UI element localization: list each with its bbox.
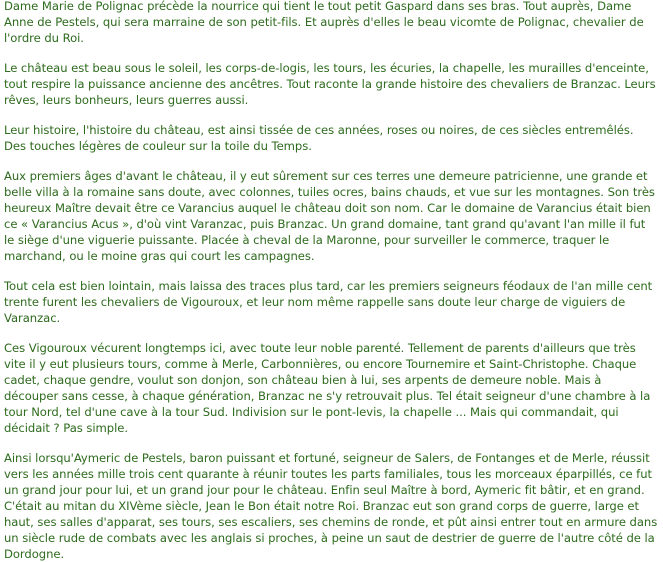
paragraph-origins: Aux premiers âges d'avant le château, il y eut sûrement sur ces terres une demeure patricienne, une grande et belle villa à la romaine sans doute, avec colonnes, tuiles ocres, bains chauds, et vue sur les montagnes. Son très heureux Maître devait être ce Varancius auquel le château doit son nom. Car le domaine de Varancius était bien ce « Varancius Acus », d'où vint Varanzac, puis Branzac. Un grand domaine, tant grand qu'avant l'an mille il fut le siège d'une viguerie puissante. Placée à cheval de la Maronne, pour surveiller le commerce, traquer le marchand, ou le moine gras qui court les campagnes. bbox=[4, 169, 655, 263]
paragraph-history: Leur histoire, l'histoire du château, est ainsi tissée de ces années, roses ou noires, de ces siècles entremêlés. Des touches légères de couleur sur la toile du Temps. bbox=[4, 123, 634, 153]
paragraph-baptism: Dame Marie de Polignac précède la nourrice qui tient le tout petit Gaspard dans ses bras. Tout auprès, Dame Anne de Pestels, qui sera marraine de son petit-fils. Et auprès d'elles le beau vicomte de Polignac, chevalier de l'ordre du Roi. bbox=[4, 0, 644, 45]
paragraph-castle: Le château est beau sous le soleil, les corps-de-logis, les tours, les écuries, la chapelle, les murailles d'enceinte, tout respire la puissance ancienne des ancêtres. Tout raconte la grande histoire des chevaliers de Branzac. Leurs rêves, leurs bonheurs, leurs guerres aussi. bbox=[4, 61, 656, 107]
paragraph-division: Ces Vigouroux vécurent longtemps ici, avec toute leur noble parenté. Tellement de parents d'ailleurs que très vite il y eut plusieurs tours, comme à Merle, Carbonnières, ou encore Tournemire et Saint-Christophe. Chaque cadet, chaque gendre, voulut son donjon, son château bien à lui, ses arpents de demeure noble. Mais à découper sans cesse, à chaque génération, Branzac ne s'y retrouvait plus. Tel était seigneur d'une chambre à la tour Nord, tel d'une cave à la tour Sud. Indivision sur le pont-levis, la chapelle ... Mais qui commandait, qui décidait ? Pas simple. bbox=[4, 341, 651, 435]
paragraph-vigouroux: Tout cela est bien lointain, mais laissa des traces plus tard, car les premiers seigneurs féodaux de l'an mille cent trente furent les chevaliers de Vigouroux, et leur nom même rappelle sans doute leur charge de viguiers de Varanzac. bbox=[4, 279, 653, 325]
paragraph-aymeric: Ainsi lorsqu'Aymeric de Pestels, baron puissant et fortuné, seigneur de Salers, de Fontanges et de Merle, réussit vers les années mille trois cent quarante à réunir toutes les parts familiales, tous les morceaux éparpillés, ce fut un grand jour pour lui, et un grand jour pour le château. Enfin seul Maître à bord, Aymeric fit bâtir, et en grand. C'était au mitan du XIVème siècle, Jean le Bon était notre Roi. Branzac eut son grand corps de guerre, large et haut, ses salles d'apparat, ses tours, ses escaliers, ses chemins de ronde, et pût ainsi entrer tout en armure dans un siècle rude de combats avec les anglais si proches, à peine un saut de destrier de guerre de l'autre côté de la Dordogne. bbox=[4, 451, 658, 561]
